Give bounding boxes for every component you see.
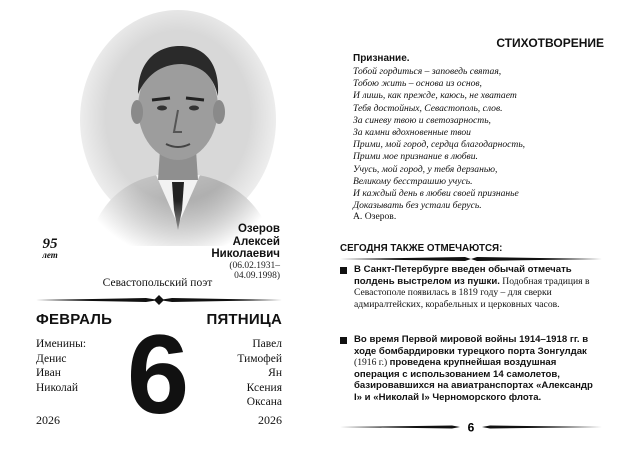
poem-title: Признание. xyxy=(353,53,410,64)
person-subtitle: Севастопольский поэт xyxy=(102,277,213,289)
year-left: 2026 xyxy=(36,413,60,427)
namedays-left xyxy=(36,337,86,395)
nameday-item: Павел xyxy=(252,338,282,350)
anniversary-word: лет xyxy=(42,250,58,260)
page-number: 6 xyxy=(467,421,475,433)
nameday-item: Ян xyxy=(268,367,282,379)
poem-author: А. Озеров. xyxy=(353,211,397,222)
poem-body xyxy=(353,66,525,212)
year-right: 2026 xyxy=(258,413,282,427)
person-first-name: Алексей xyxy=(232,235,280,248)
poem-line: Тобою жить – основа из основ, xyxy=(353,78,482,90)
poem-line: Прими, мой город, сердца благодарность, xyxy=(353,139,526,151)
bullet-square-icon xyxy=(340,337,347,344)
nameday-item: Оксана xyxy=(246,396,282,408)
event-bold-text: Во время Первой мировой войны 1914–1918 гг. в ходе бомбардировки турецкого порта Зонгулдак xyxy=(354,334,589,357)
right-page xyxy=(320,0,630,458)
anniversary-number: 95 xyxy=(42,236,58,252)
event-text: Подобная традиция в Севастополе появилась в 1819 году – для сверки адмиралтейских, корабельных и церковных часов. xyxy=(354,275,590,310)
poem-line: Тебя достойных, Севастополь, слов. xyxy=(353,102,503,114)
ornament-divider xyxy=(36,294,282,306)
person-patronymic: Николаевич xyxy=(211,248,280,260)
weekday-label: ПЯТНИЦА xyxy=(206,311,282,328)
poem-line: Доказывать без устали берусь. xyxy=(353,200,482,212)
bullet-square-icon xyxy=(340,267,347,274)
person-name-block xyxy=(211,223,280,281)
poem-line: За камни вдохновенные твои xyxy=(353,127,471,139)
nameday-item: Денис xyxy=(36,352,67,365)
day-number: 6 xyxy=(126,312,190,437)
poem-line: Тобой гордиться – заповедь святая, xyxy=(353,66,502,77)
person-dates-start: (06.02.1931– xyxy=(229,260,280,271)
event-item xyxy=(340,264,602,310)
poem-line: И лишь, как прежде, каюсь, не хватает xyxy=(353,90,517,102)
nameday-item: Ксения xyxy=(246,381,282,394)
also-celebrated-title: СЕГОДНЯ ТАКЖЕ ОТМЕЧАЮТСЯ: xyxy=(340,243,503,254)
poem-line: Прими мое признание в любви. xyxy=(353,151,478,163)
poem-line: И каждый день в любви своей признанье xyxy=(353,188,519,200)
poem-line: Великому бесстрашию учусь. xyxy=(353,175,473,187)
anniversary-badge xyxy=(36,237,64,260)
poem-line: Учусь, мой город, у тебя дерзанью, xyxy=(353,163,498,175)
namedays-right xyxy=(237,337,282,410)
section-title: СТИХОТВОРЕНИЕ xyxy=(496,36,604,50)
month-label: ФЕВРАЛЬ xyxy=(36,311,113,328)
poem-line: За синеву твою и светозарность, xyxy=(353,114,491,126)
event-bold-text: В Санкт-Петербурге введен обычай отмечать полдень выстрелом из пушки. xyxy=(354,264,572,287)
event-item xyxy=(340,334,602,404)
namedays-label: Именины: xyxy=(36,338,87,350)
page-number-ornament xyxy=(340,421,602,433)
event-text: (1916 г.) xyxy=(354,357,390,369)
event-bold-text: проведена крупнейшая воздушная операция с использованием 14 самолетов, базировавшихся на авиатранспортах «Александр I» и «Николай I» Черноморского флота. xyxy=(354,357,593,403)
nameday-item: Николай xyxy=(36,381,79,394)
ornament-divider xyxy=(340,254,602,264)
nameday-item: Иван xyxy=(36,367,61,379)
person-dates-end: 04.09.1998) xyxy=(234,270,280,281)
nameday-item: Тимофей xyxy=(237,352,282,365)
portrait-image xyxy=(78,10,278,246)
person-surname: Озеров xyxy=(237,223,280,235)
